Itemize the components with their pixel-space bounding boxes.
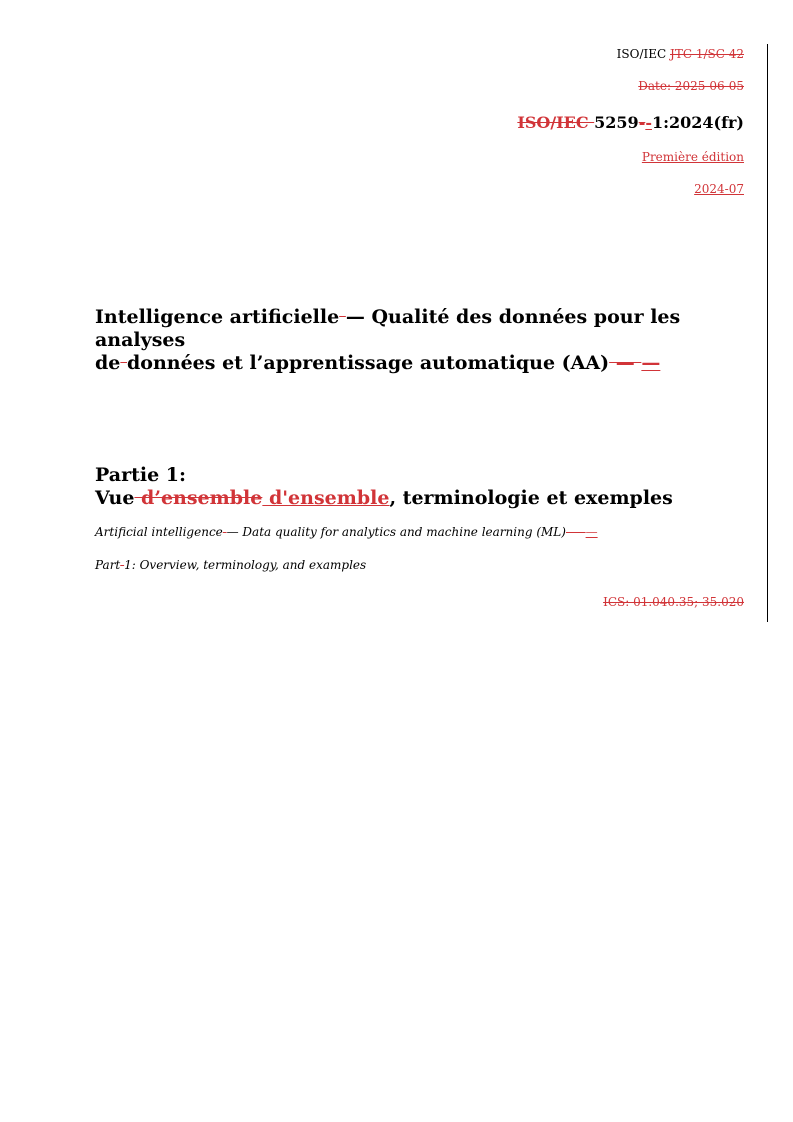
main-title-line-2 <box>95 352 745 375</box>
english-title <box>95 525 598 539</box>
ics-deleted: ICS: 01.040.35; 35.020 <box>603 595 744 609</box>
committee-deleted: JTC 1/SC 42 <box>670 47 744 61</box>
ref-number-a: 5259 <box>594 113 639 132</box>
main-title-line-1 <box>95 306 745 352</box>
part-subtitle <box>95 487 745 510</box>
ref-dash-deleted: - <box>638 113 646 132</box>
edition-inserted: Première édition <box>641 150 744 164</box>
main-title <box>95 306 745 375</box>
english-part-title <box>95 558 366 572</box>
change-bar <box>767 44 768 622</box>
title-text: de <box>95 352 121 374</box>
publication-date-line <box>694 182 744 196</box>
committee-reference <box>617 47 744 61</box>
english-title-text: — Data quality for analytics and machine learning (ML) <box>226 525 566 539</box>
title-text: données et l’apprentissage automatique (AA) <box>127 352 610 374</box>
ics-line <box>603 595 744 609</box>
english-deleted-dash: — <box>565 525 586 539</box>
part-number: Partie 1: <box>95 464 187 486</box>
english-title-text: Artificial intelligence <box>95 525 223 539</box>
part-title <box>95 464 745 510</box>
part-text: , terminologie et exemples <box>389 487 673 509</box>
title-deleted-space <box>120 352 127 374</box>
date-deleted: Date: 2025-06-05 <box>638 79 744 93</box>
english-part-text: Part <box>95 558 121 572</box>
ref-number-b: 1:2024(fr) <box>651 113 744 132</box>
english-part-text: 1: Overview, terminology, and examples <box>124 558 367 572</box>
edition-line <box>642 150 744 164</box>
part-deleted-text: d’ensemble <box>134 487 263 509</box>
pubdate-inserted: 2024-07 <box>694 182 744 196</box>
title-deleted-dash: — <box>609 352 642 374</box>
document-reference <box>517 113 744 132</box>
ref-deleted: ISO/IEC <box>517 113 595 132</box>
title-deleted-space <box>339 306 346 328</box>
title-text: Intelligence artificielle <box>95 306 340 328</box>
title-inserted-dash: — <box>641 352 661 374</box>
ref-dash-inserted: - <box>645 113 652 132</box>
english-inserted-dash: — <box>585 525 598 539</box>
part-text: Vue <box>95 487 135 509</box>
committee-prefix: ISO/IEC <box>616 47 671 61</box>
title-text: — Qualité des données pour les analyses <box>95 306 681 351</box>
part-inserted-text: d'ensemble <box>262 487 390 509</box>
date-line <box>638 79 744 93</box>
